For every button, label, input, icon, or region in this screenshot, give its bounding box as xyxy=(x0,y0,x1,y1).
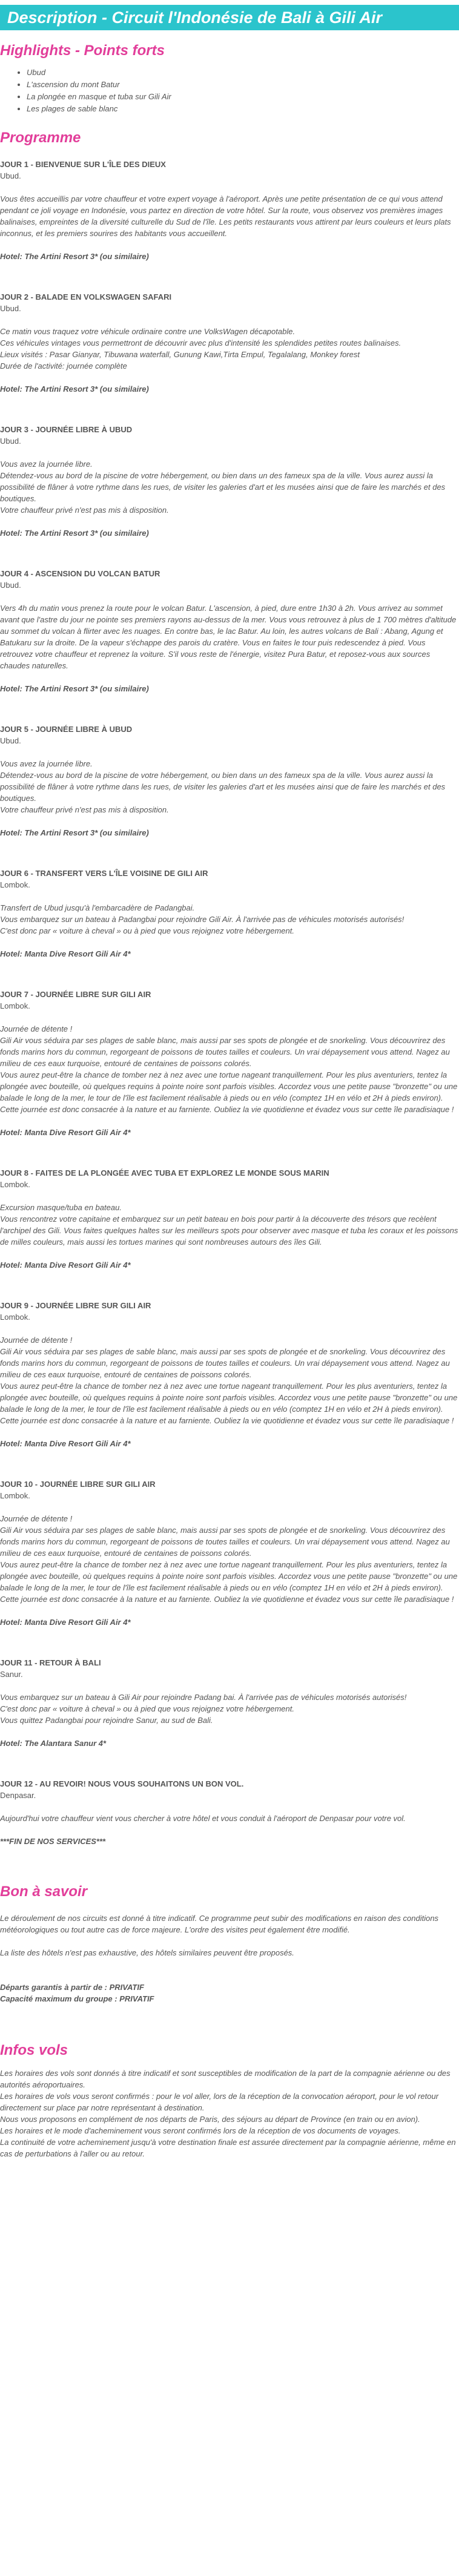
day-location: Ubud. xyxy=(0,304,21,313)
day-description: Cette journée est donc consacrée à la nature et au farniente. Oubliez la vie quotidienne et évadez vous sur cette île paradisiaque ! xyxy=(0,1105,454,1114)
day-location: Sanur. xyxy=(0,1670,23,1679)
day-title: JOUR 5 - JOURNÉE LIBRE À UBUD xyxy=(0,725,133,734)
infos-paragraph: La continuité de votre acheminement jusqu'à votre destination finale est assurée directement par la compagnie aérienne, même en cas de perturbations à l'aller ou au retour. xyxy=(0,2138,456,2158)
day-location: Lombok. xyxy=(0,1491,30,1500)
day-hotel: Hotel: The Artini Resort 3* (ou similaire) xyxy=(0,252,149,261)
highlight-item: • La plongée en masque et tuba sur Gili Air xyxy=(27,91,459,103)
day-location: Lombok. xyxy=(0,1001,30,1010)
bon-paragraph: La liste des hôtels n'est pas exhaustive, des hôtels similaires peuvent être proposés. xyxy=(0,1948,294,1957)
programme-day xyxy=(0,1300,459,1449)
page-title: Description - Circuit l'Indonésie de Bali à Gili Air xyxy=(0,5,459,30)
day-description: Détendez-vous au bord de la piscine de votre hébergement, ou bien dans un des fameux spa de la ville. Vous aurez aussi la possibilité de flâner à votre rythme dans les rues, de visiter les galeries d'art et les musées ainsi que de faire les marchés et des boutiques. xyxy=(0,471,446,503)
day-description: Vous êtes accueillis par votre chauffeur et votre expert voyage à l'aéroport. Après une petite présentation de ce qui vous attend pendant ce joli voyage en Indonésie, vous partez en direction de votre hôtel. Sur la route, vous observez vos premières images balinaises, empreintes de la diversité culturelle du Sud de l'île. Les petits restaurants vous attirent par leurs couleurs et leurs plats inconnus, et les premiers sourires des habitants vous accueillent. xyxy=(0,194,451,238)
highlights-list xyxy=(0,67,459,115)
day-description: Vous aurez peut-être la chance de tomber nez à nez avec une tortue nageant tranquillement. Pour les plus aventuriers, tentez la plongée avec bouteille, où quelques requins à pointe noire sont parfois visibles. Accordez vous une petite pause "bronzette" ou une balade le long de la mer, le tour de l'île est facilement réalisable à pieds ou en vélo (comptez 1H en vélo et 2H à pieds environ). xyxy=(0,1382,458,1414)
day-hotel: Hotel: Manta Dive Resort Gili Air 4* xyxy=(0,1128,131,1137)
day-title: JOUR 3 - JOURNÉE LIBRE À UBUD xyxy=(0,425,133,434)
day-title: JOUR 7 - JOURNÉE LIBRE SUR GILI AIR xyxy=(0,990,151,999)
highlight-item: • Ubud xyxy=(27,67,459,79)
day-title: JOUR 9 - JOURNÉE LIBRE SUR GILI AIR xyxy=(0,1301,151,1310)
infos-paragraph: Nous vous proposons en complément de nos départs de Paris, des séjours au départ de Province (en train ou en avion). xyxy=(0,2115,420,2124)
highlight-item: • L'ascension du mont Batur xyxy=(27,79,459,91)
infos-vols-text xyxy=(0,2067,459,2159)
day-description: Cette journée est donc consacrée à la nature et au farniente. Oubliez la vie quotidienne et évadez vous sur cette île paradisiaque ! xyxy=(0,1595,454,1604)
day-hotel: Hotel: The Artini Resort 3* (ou similaire) xyxy=(0,684,149,693)
programme-day xyxy=(0,1657,459,1749)
day-location: Lombok. xyxy=(0,880,30,889)
day-hotel: Hotel: The Artini Resort 3* (ou similaire) xyxy=(0,529,149,538)
day-hotel: Hotel: Manta Dive Resort Gili Air 4* xyxy=(0,949,131,958)
day-location: Ubud. xyxy=(0,736,21,745)
programme-day xyxy=(0,989,459,1138)
programme-day xyxy=(0,723,459,838)
day-title: JOUR 6 - TRANSFERT VERS L'ÎLE VOISINE DE GILI AIR xyxy=(0,869,208,878)
infos-vols-heading: Infos vols xyxy=(0,2042,68,2058)
programme-day xyxy=(0,1167,459,1271)
programme-day xyxy=(0,291,459,395)
day-description: Gili Air vous séduira par ses plages de sable blanc, mais aussi par ses spots de plongée et de snorkeling. Vous découvrirez des fonds marins hors du commun, regorgeant de poissons de toutes tailles et couleurs. Un vrai dépaysement vous attend. Nagez au milieu de ces eaux turquoise, entouré de centaines de poissons colorés. xyxy=(0,1036,450,1068)
day-location: Lombok. xyxy=(0,1180,30,1189)
day-description: Vous aurez peut-être la chance de tomber nez à nez avec une tortue nageant tranquillement. Pour les plus aventuriers, tentez la plongée avec bouteille, où quelques requins à pointe noire sont parfois visibles. Accordez vous une petite pause "bronzette" ou une balade le long de la mer, le tour de l'île est facilement réalisable à pieds ou en vélo (comptez 1H en vélo et 2H à pieds environ). xyxy=(0,1560,458,1592)
page xyxy=(0,5,459,2159)
infos-paragraph: Les horaires des vols sont donnés à titre indicatif et sont susceptibles de modification de la part de la compagnie aérienne ou des autorités aéroportuaires. xyxy=(0,2069,451,2089)
day-location: Denpasar. xyxy=(0,1791,36,1800)
day-description: Gili Air vous séduira par ses plages de sable blanc, mais aussi par ses spots de plongée et de snorkeling. Vous découvrirez des fonds marins hors du commun, regorgeant de poissons de toutes tailles et couleurs. Un vrai dépaysement vous attend. Nagez au milieu de ces eaux turquoise, entouré de centaines de poissons colorés. xyxy=(0,1526,450,1558)
day-hotel: Hotel: The Artini Resort 3* (ou similaire) xyxy=(0,828,149,837)
day-location: Ubud. xyxy=(0,581,21,590)
day-location: Ubud. xyxy=(0,171,21,180)
day-description: C'est donc par « voiture à cheval » ou à pied que vous rejoignez votre hébergement. xyxy=(0,1704,294,1713)
highlights-heading: Highlights - Points forts xyxy=(0,42,165,59)
day-description: Vous avez la journée libre. xyxy=(0,460,93,469)
programme-day xyxy=(0,424,459,539)
day-location: Lombok. xyxy=(0,1313,30,1322)
programme-day xyxy=(0,159,459,262)
day-hotel: Hotel: The Artini Resort 3* (ou similaire) xyxy=(0,384,149,394)
day-description: Vous aurez peut-être la chance de tomber nez à nez avec une tortue nageant tranquillement. Pour les plus aventuriers, tentez la plongée avec bouteille, où quelques requins à pointe noire sont parfois visibles. Accordez vous une petite pause "bronzette" ou une balade le long de la mer, le tour de l'île est facilement réalisable à pieds ou en vélo (comptez 1H en vélo et 2H à pieds environ). xyxy=(0,1070,458,1102)
day-description: Détendez-vous au bord de la piscine de votre hébergement, ou bien dans un des fameux spa de la ville. Vous aurez aussi la possibilité de flâner à votre rythme dans les rues, de visiter les galeries d'art et les musées ainsi que de faire les marchés et des boutiques. xyxy=(0,771,446,803)
bon-a-savoir-text xyxy=(0,1912,459,1958)
highlight-item: • Les plages de sable blanc xyxy=(27,103,459,115)
day-description: Vous avez la journée libre. xyxy=(0,759,93,768)
day-description: Lieux visités : Pasar Gianyar, Tibuwana waterfall, Gunung Kawi,Tirta Empul, Tegalalang, Monkey forest xyxy=(0,350,360,359)
day-description: Journée de détente ! xyxy=(0,1336,73,1345)
day-description: Aujourd'hui votre chauffeur vient vous chercher à votre hôtel et vous conduit à l'aéroport de Denpasar pour votre vol. xyxy=(0,1814,406,1823)
programme-heading: Programme xyxy=(0,130,81,146)
day-description: Vous embarquez sur un bateau à Gili Air pour rejoindre Padang bai. À l'arrivée pas de véhicules motorisés autorisés! xyxy=(0,1693,407,1702)
day-hotel: Hotel: The Alantara Sanur 4* xyxy=(0,1739,107,1748)
bon-paragraph: Le déroulement de nos circuits est donné à titre indicatif. Ce programme peut subir des modifications en raison des conditions météorologiques ou tout autre cas de force majeure. L'ordre des visites peut également être modifié. xyxy=(0,1914,439,1934)
day-description: Votre chauffeur privé n'est pas mis à disposition. xyxy=(0,805,169,814)
day-description: Journée de détente ! xyxy=(0,1514,73,1523)
infos-paragraph: Les horaires de vols vous seront confirmés : pour le vol aller, lors de la réception de la convocation aéroport, pour le vol retour directement sur place par notre représentant à destination. xyxy=(0,2092,439,2112)
day-description: Durée de l'activité: journée complète xyxy=(0,361,127,371)
day-description: Ces véhicules vintages vous permettront de découvrir avec plus d'intensité les splendides petites routes balinaises. xyxy=(0,338,401,348)
day-description: Vous rencontrez votre capitaine et embarquez sur un petit bateau en bois pour partir à la découverte des trésors que recèlent l'archipel des Gili. Vous faites quelques haltes sur les meilleurs spots pour observer avec masque et tuba les coraux et les poissons de milles couleurs, mais aussi les tortues marines qui sont nombreuses autours des îles Gili. xyxy=(0,1214,458,1247)
day-location: Ubud. xyxy=(0,436,21,446)
day-description: Gili Air vous séduira par ses plages de sable blanc, mais aussi par ses spots de plongée et de snorkeling. Vous découvrirez des fonds marins hors du commun, regorgeant de poissons de toutes tailles et couleurs. Un vrai dépaysement vous attend. Nagez au milieu de ces eaux turquoise, entouré de centaines de poissons colorés. xyxy=(0,1347,450,1379)
day-title: JOUR 1 - BIENVENUE SUR L'ÎLE DES DIEUX xyxy=(0,160,166,169)
day-hotel: Hotel: Manta Dive Resort Gili Air 4* xyxy=(0,1618,131,1627)
day-title: JOUR 10 - JOURNÉE LIBRE SUR GILI AIR xyxy=(0,1480,156,1489)
capacite-maximum: Capacité maximum du groupe : PRIVATIF xyxy=(0,1994,154,2003)
day-description: Vers 4h du matin vous prenez la route pour le volcan Batur. L'ascension, à pied, dure entre 1h30 à 2h. Vous arrivez au sommet avant que l'astre du jour ne pointe ses premiers rayons au-dessus de la mer. Vous vous retrouvez à plus de 1 700 mètres d'altitude au sommet du volcan à flirter avec les nuages. En contre bas, le lac Batur. Au loin, les autres volcans de Bali : Abang, Agung et Batukaru sur la droite. De la vapeur s'échappe des parois du cratère. Vous en faites le tour puis redescendez à pied. Vous retrouvez votre chauffeur et reprenez la voiture. S'il vous reste de l'énergie, visitez Pura Batur, et reposez-vous aux sources chaudes naturelles. xyxy=(0,604,457,670)
day-description: Cette journée est donc consacrée à la nature et au farniente. Oubliez la vie quotidienne et évadez vous sur cette île paradisiaque ! xyxy=(0,1416,454,1425)
bon-details xyxy=(0,1981,459,2004)
bon-a-savoir-heading: Bon à savoir xyxy=(0,1883,88,1900)
programme-day xyxy=(0,568,459,694)
day-description: Journée de détente ! xyxy=(0,1024,73,1033)
day-title: JOUR 11 - RETOUR À BALI xyxy=(0,1658,101,1667)
day-title: JOUR 2 - BALADE EN VOLKSWAGEN SAFARI xyxy=(0,292,172,301)
programme-day xyxy=(0,1778,459,1847)
day-hotel: Hotel: Manta Dive Resort Gili Air 4* xyxy=(0,1439,131,1448)
day-hotel: ***FIN DE NOS SERVICES*** xyxy=(0,1837,106,1846)
programme-day xyxy=(0,868,459,960)
day-description: Votre chauffeur privé n'est pas mis à disposition. xyxy=(0,506,169,515)
day-description: Excursion masque/tuba en bateau. xyxy=(0,1203,122,1212)
day-hotel: Hotel: Manta Dive Resort Gili Air 4* xyxy=(0,1260,131,1270)
content xyxy=(0,42,459,2159)
day-title: JOUR 8 - FAITES DE LA PLONGÉE AVEC TUBA ET EXPLOREZ LE MONDE SOUS MARIN xyxy=(0,1168,329,1178)
day-description: Vous embarquez sur un bateau à Padangbai pour rejoindre Gili Air. À l'arrivée pas de véhicules motorisés autorisés! xyxy=(0,915,405,924)
programme-days xyxy=(0,159,459,1847)
day-description: C'est donc par « voiture à cheval » ou à pied que vous rejoignez votre hébergement. xyxy=(0,926,294,935)
day-description: Ce matin vous traquez votre véhicule ordinaire contre une VolksWagen décapotable. xyxy=(0,327,296,336)
infos-paragraph: Les horaires et le mode d'acheminement vous seront confirmés lors de la réception de vos documents de voyages. xyxy=(0,2126,401,2135)
departs-garantis: Départs garantis à partir de : PRIVATIF xyxy=(0,1983,144,1992)
day-title: JOUR 4 - ASCENSION DU VOLCAN BATUR xyxy=(0,569,160,578)
day-description: Vous quittez Padangbai pour rejoindre Sanur, au sud de Bali. xyxy=(0,1716,213,1725)
day-title: JOUR 12 - AU REVOIR! NOUS VOUS SOUHAITONS UN BON VOL. xyxy=(0,1779,244,1788)
day-description: Transfert de Ubud jusqu'à l'embarcadère de Padangbai. xyxy=(0,903,195,912)
programme-day xyxy=(0,1478,459,1628)
